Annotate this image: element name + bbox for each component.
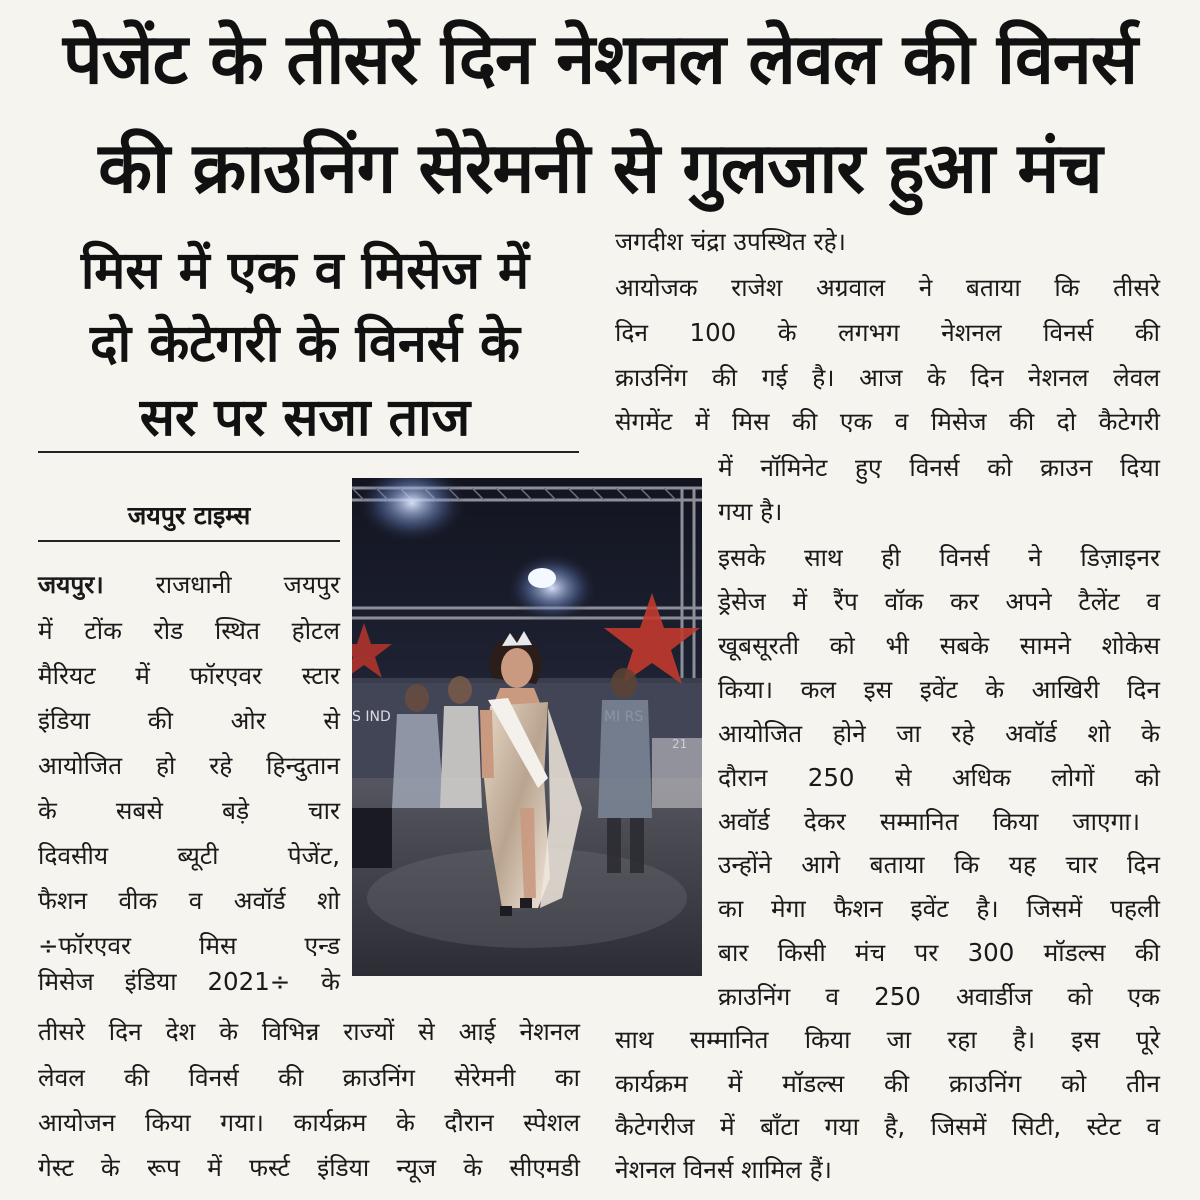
byline: जयपुर टाइम्स <box>127 501 251 530</box>
subheadline-line-3: सर पर सजा ताज <box>139 388 471 448</box>
byline-divider <box>38 540 340 542</box>
right-line: जगदीश चंद्रा उपस्थित रहे। <box>615 227 846 256</box>
right-bottom-line: नेशनल विनर्स शामिल हैं। <box>615 1155 832 1184</box>
stage-bar <box>352 808 392 868</box>
left-wide-line: गेस्ट के रूप में फर्स्ट इंडिया न्यूज के सीएमडी <box>38 1153 580 1182</box>
right-mid-line: में नॉमिनेट हुए विनर्स को क्राउन दिया <box>718 453 1160 482</box>
right-bottom-line: साथ सम्मानित किया जा रहा है। इस पूरे <box>615 1025 1160 1054</box>
left-wide-line: आयोजन किया गया। कार्यक्रम के दौरान स्पेशल <box>38 1108 580 1137</box>
left-wide-line: तीसरे दिन देश के विभिन्न राज्यों से आई नेशनल <box>38 1017 580 1046</box>
left-line-1-text: राजधानी जयपुर <box>155 570 340 599</box>
backdrop-text-left: S IND <box>352 709 391 725</box>
subheadline-line-2: दो केटेगरी के विनर्स के <box>90 314 520 374</box>
runway-photo <box>352 478 702 976</box>
right-mid-line: ड्रेसेज में रैंप वॉक कर अपने टैलेंट व <box>718 587 1160 616</box>
right-mid-line: उन्होंने आगे बताया कि यह चार दिन <box>718 850 1160 879</box>
right-line: सेगमेंट में मिस की एक व मिसेज की दो कैटेगरी <box>615 407 1160 436</box>
left-line: ÷फॉरएवर मिस एन्ड <box>38 931 340 960</box>
right-bottom-line: कैटेगरीज में बाँटा गया है, जिसमें सिटी, स्टेट व <box>615 1112 1160 1141</box>
right-mid-line: बार किसी मंच पर 300 मॉडल्स की <box>718 938 1160 967</box>
spotlight <box>507 553 597 623</box>
left-line-1 <box>38 570 340 599</box>
left-line: मिसेज इंडिया 2021÷ के <box>38 967 340 996</box>
headline-line-1: पेजेंट के तीसरे दिन नेशनल लेवल की विनर्स <box>62 18 1138 100</box>
right-mid-line: खूबसूरती को भी सबके सामने शोकेस <box>718 631 1160 660</box>
left-line: आयोजित हो रहे हिन्दुतान <box>38 751 340 780</box>
runway-photo-illustration <box>352 478 702 976</box>
subheadline-line-1: मिस में एक व मिसेज में <box>80 241 530 301</box>
right-mid-line: गया है। <box>718 497 783 526</box>
spotlight <box>357 478 467 543</box>
headline-line-2: की क्राउनिंग सेरेमनी से गुलजार हुआ मंच <box>98 127 1102 209</box>
right-mid-line: किया। कल इस इवेंट के आखिरी दिन <box>718 675 1160 704</box>
right-line: क्राउनिंग की गई है। आज के दिन नेशनल लेवल <box>615 363 1160 392</box>
dateline: जयपुर। <box>38 570 104 599</box>
right-mid-line: का मेगा फैशन इवेंट है। जिसमें पहली <box>718 894 1160 923</box>
left-line: फैशन वीक व अवॉर्ड शो <box>38 886 340 915</box>
left-line: दिवसीय ब्यूटी पेजेंट, <box>38 841 340 870</box>
left-line: के सबसे बड़े चार <box>38 796 340 825</box>
right-mid-line: इसके साथ ही विनर्स ने डिज़ाइनर <box>718 543 1160 572</box>
left-line: में टोंक रोड स्थित होटल <box>38 616 340 645</box>
right-line: आयोजक राजेश अग्रवाल ने बताया कि तीसरे <box>615 273 1160 302</box>
right-line: दिन 100 के लगभग नेशनल विनर्स की <box>615 318 1160 347</box>
right-bottom-line: कार्यक्रम में मॉडल्स की क्राउनिंग को तीन <box>615 1069 1160 1098</box>
subheadline-divider <box>38 451 579 453</box>
right-mid-line: आयोजित होने जा रहे अवॉर्ड शो के <box>718 719 1160 748</box>
right-mid-line: अवॉर्ड देकर सम्मानित किया जाएगा। <box>718 807 1140 836</box>
left-line: इंडिया की ओर से <box>38 706 340 735</box>
spotlight <box>528 568 556 588</box>
left-line: मैरियट में फॉरएवर स्टार <box>38 661 340 690</box>
right-mid-line: दौरान 250 से अधिक लोगों को <box>718 763 1160 792</box>
right-mid-line: क्राउनिंग व 250 अवार्डीज को एक <box>718 982 1160 1011</box>
red-star <box>352 623 392 678</box>
left-wide-line: लेवल की विनर्स की क्राउनिंग सेरेमनी का <box>38 1063 580 1092</box>
